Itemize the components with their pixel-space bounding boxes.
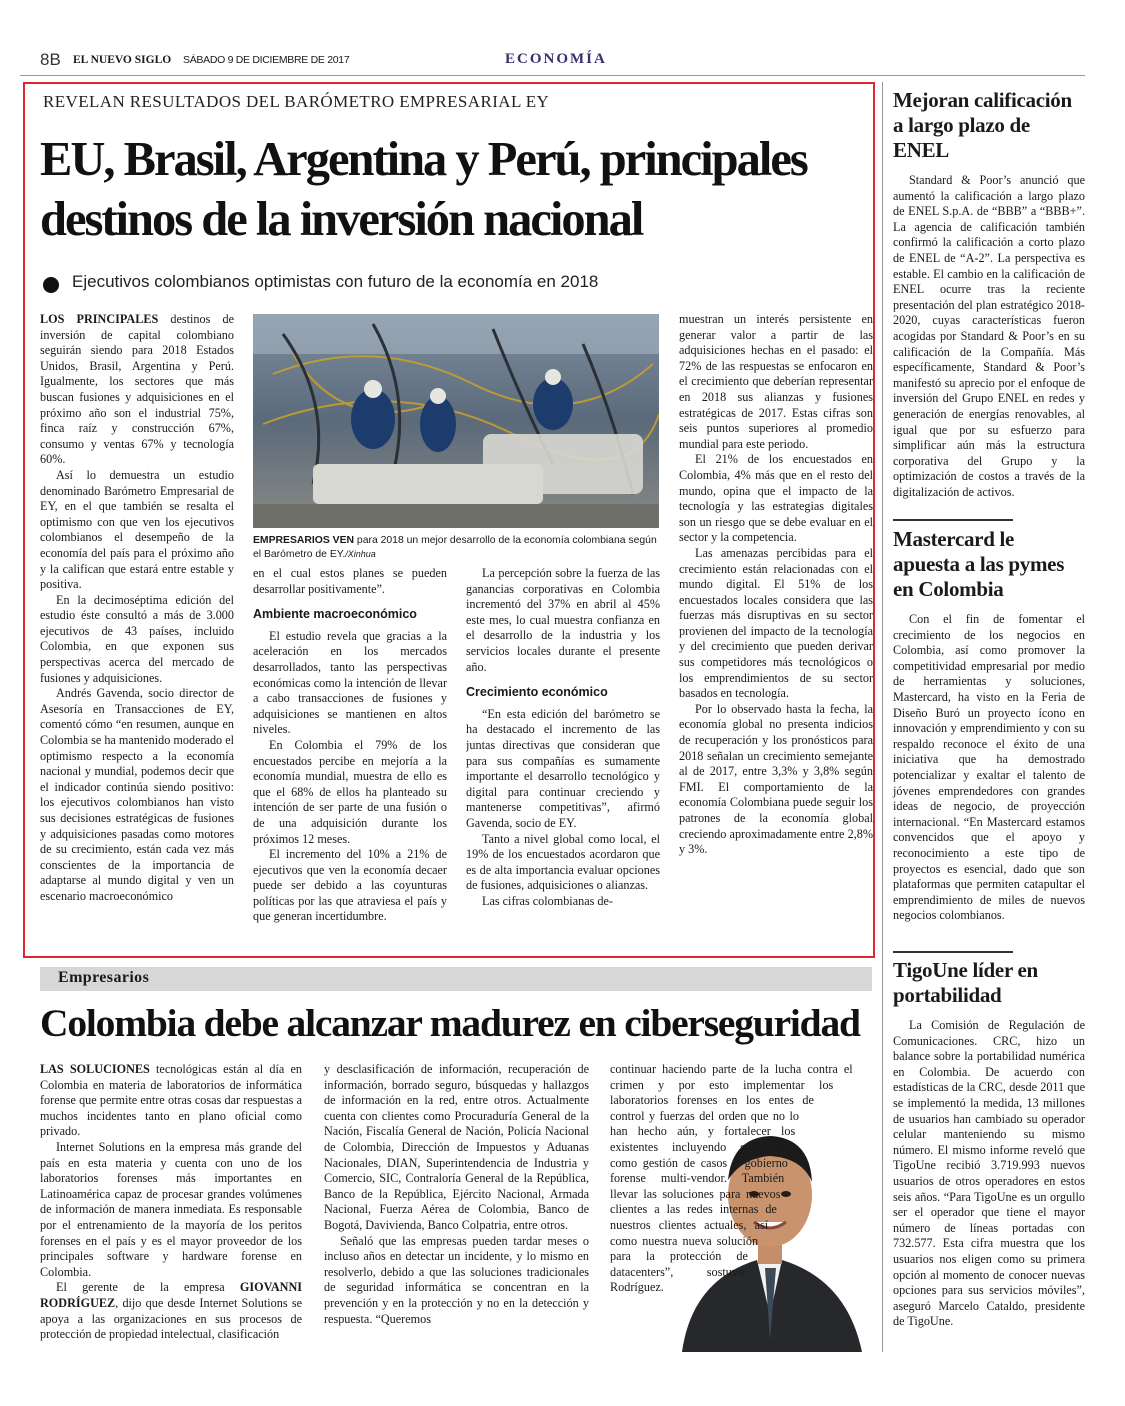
section-label-bar xyxy=(40,967,872,991)
paragraph: Las cifras colombianas de- xyxy=(482,893,613,908)
second-col-1 xyxy=(40,1062,302,1352)
paragraph: destinos de inversión de capital colombiano seguirán siendo para 2018 Estados Unidos, Brasil, Argentina y Perú. Igualmente, los sectores que más buscan fusiones y adquisiciones en el próximo año son el industrial 75%, finca raíz y construcción 67%, consumo y ventas 67% y tecnología 60%. xyxy=(40,312,234,467)
bullet-icon xyxy=(43,277,59,293)
paragraph: Andrés Gavenda, socio director de Asesoría en Transacciones de EY, comentó cómo “en resumen, aunque en Colombia se ha mantenido moderado el optimismo respecto a la economía nacional y mundial, podemos decir que el indicador continúa siendo positivo: los ejecutivos colombianos han visto sus decisiones estratégicas de fusiones y adquisiciones pasadas como motores de su crecimiento, están cada vez más conscientes de la importancia de adaptarse al mundo digital y ven un escenario macroeconómico xyxy=(40,686,234,903)
main-headline-line2: destinos de la inversión nacional xyxy=(40,193,643,246)
paragraph: La percepción sobre la fuerza de las ganancias corporativas en Colombia incrementó del 37% en abril al 45% este mes, lo cual muestra confianza en el desarrollo de la industria y los servicios locales durante el presente año. xyxy=(466,566,660,674)
paragraph: y desclasificación de información, recuperación de información, borrado seguro, búsquedas y hallazgos de información en la red, entre otros. Actualmente cuenta con clientes como Procuraduría General de la Nación, Fiscalía General de Nación, Policía Nacional de Colombia, Dirección de Impuestos y Aduanas Nacionales, DIAN, Superintendencia de Industria y Comercio, SIC, Contraloría General de la República, Banco de la República, Ejército Nacional, Armada Nacional, Fuerza Aérea de Colombia, Banco de Bogotá, Davivienda, Banco Colpatria, entre otros. xyxy=(324,1062,589,1232)
photo-caption xyxy=(253,534,659,561)
second-headline: Colombia debe alcanzar madurez en ciberseguridad xyxy=(40,1001,860,1045)
main-headline-line1: EU, Brasil, Argentina y Perú, principales xyxy=(40,133,807,186)
main-col-4 xyxy=(679,312,873,948)
paragraph: En la decimoséptima edición del estudio éste consultó a más de 3.000 ejecutivos de 43 países, incluido Colombia, en que exponen sus perspectivas acerca del mercado de fusiones y adquisiciones. xyxy=(40,592,234,685)
header-rule xyxy=(20,75,1085,76)
paragraph: El estudio revela que gracias a la aceleración en los mercados desarrollados, tanto las perspectivas económicas como la intención de llevar a cabo transacciones de fusiones y adquisiciones se mantienen en altos niveles. xyxy=(253,628,447,737)
second-lead-word: LAS SOLUCIONES xyxy=(40,1062,150,1076)
section-name: ECONOMÍA xyxy=(505,51,607,67)
paragraph: Las amenazas percibidas para el crecimiento están relacionadas con el mundo digital. El 51% de los encuestados locales considera que las fuerzas más disruptivas en su sector provienen del impacto de la tecnología y del crecimiento que pueden derivar sus competidores más tecnológicos o los emprendimientos de su sector basados en tecnología. xyxy=(679,545,873,701)
paragraph: Por lo observado hasta la fecha, la economía global no presenta indicios de recuperación y los pronósticos para 2018 señalan un crecimiento semejante al de 2017, entre 3,3% y 3,8% según FMI. El comportamiento de la economía Colombiana puede seguir los patrones de la economía global creciendo aproximadamente entre 2,8% y 3%. xyxy=(679,701,873,857)
mastercard-title: Mastercard le apuesta a las pymes en Colombia xyxy=(893,527,1065,601)
paragraph: Internet Solutions en la empresa más grande del país en esta materia y cuenta con uno de los laboratorios forenses más importantes en Latinoamérica capaz de procesar grandes volúmenes de información de manera inmediata. Es responsable por el entrenamiento de la mayoría de los peritos forenses en el país y es el mayor proveedor de los principales software y hardware forense en Colombia. xyxy=(40,1139,302,1279)
page-header xyxy=(40,48,1085,76)
main-col-2 xyxy=(253,566,447,948)
paragraph: Señaló que las empresas pueden tardar meses o incluso años en detectar un incidente, y lo mismo en resolverlo, debido a que las soluciones tradicionales de seguridad informática se concentran en la prevención y en la protección y no en la detección y respuesta. “Queremos xyxy=(324,1233,589,1326)
tigoune-body: La Comisión de Regulación de Comunicaciones. CRC, hizo un balance sobre la portabilidad numérica en Colombia. De acuerdo con estadísticas de la CRC, desde 2011 que se implementó la medida, 13 millones de usuarios han cambiado su operador celular manteniendo su mismo número. El mismo informe reveló que TigoUne recibió 3.719.993 nuevos usuarios de otros operadores en estos seis años. “Para TigoUne es un orgullo ser el operador que tiene el mayor número de líneas portadas con 732.577. Esta cifra muestra que los usuarios nos eligen como su primera opción al momento de conocer nuevas opciones para sus servicios móviles”, aseguró Marcelo Cataldo, presidente de TigoUne. xyxy=(893,1018,1085,1329)
sidebar-divider-1 xyxy=(893,519,1013,521)
paragraph: El 21% de los encuestados en Colombia, 4% más que en el resto del mundo, opina que el impacto de la tecnología y las estrategias digitales son un riesgo que se debe evaluar en el sector y la competencia. xyxy=(679,452,873,545)
page-number: 8B xyxy=(40,50,61,69)
main-kicker: REVELAN RESULTADOS DEL BARÓMETRO EMPRESARIAL EY xyxy=(43,92,550,111)
mastercard-body: Con el fin de fomentar el crecimiento de los negocios en Colombia, así como promover la competitividad empresarial por medio de herramientas y soluciones, Mastercard, ha visto en la Feria de Diseño Buró un proyecto ícono en innovación y emprendimiento y con su respaldo reconoce el éxito de una iniciativa que ha demostrado potencializar y exaltar el talento de jóvenes emprendedores con grandes ideas de negocio, de proyección internacional. “En Mastercard estamos convencidos que el apoyo y reconocimiento a este tipo de proyectos es esencial, dado que son plataformas que permiten catapultar el emprendimiento de miles de nuevos negocios colombianos. xyxy=(893,612,1085,923)
sidebar-divider-2 xyxy=(893,951,1013,953)
paragraph: muestran un interés persistente en generar valor a partir de las adquisiciones hechas en el pasado: el 72% de las respuestas se enfocaron en el crecimiento que deberían representar en 2018 sus alianzas y fusiones estratégicas de 2017. Estas cifras son seis puntos superiores al promedio mundial para este periodo. xyxy=(679,312,873,451)
paragraph: , dijo que desde Internet Solutions se apoya a las organizaciones en sus procesos de protección de propiedad intelectual, clasificación xyxy=(40,1295,302,1342)
paragraph: Tanto a nivel global como local, el 19% de los encuestados acordaron que es de alta importancia evaluar opciones de fusiones, adquisiciones o alianzas. xyxy=(466,831,660,893)
second-col-3 xyxy=(610,1062,872,1352)
sidebar-enel xyxy=(893,88,1085,500)
paragraph: en el cual estos planes se pueden desarrollar positivamente”. xyxy=(253,566,447,596)
paragraph: continuar haciendo parte de la lucha contra el crimen y por esto implementar los laboratorios forenses en los entes de control y fuerzas del orden que no lo han hecho aún, y fortalecer los existentes incluyendo soluciones como gestión de casos y gobierno forense multi-vendor. También llevar las soluciones para nuevos clientes a las redes internas de nuestros clientes actuales, así como nuestra nueva solución para la protección de datacenters”, sostuvo Rodríguez. xyxy=(610,1062,853,1295)
section-label: Empresarios xyxy=(58,969,150,986)
subhead-growth: Crecimiento económico xyxy=(466,685,608,700)
paragraph: El gerente de la empresa xyxy=(56,1280,240,1295)
issue-date: SÁBADO 9 DE DICIEMBRE DE 2017 xyxy=(183,54,350,66)
main-headline xyxy=(40,130,870,250)
main-col-3 xyxy=(466,566,660,948)
enel-body: Standard & Poor’s anunció que aumentó la calificación a largo plazo de ENEL S.p.A. de “BBB” a “BBB+”. La agencia de calificación también confirmó la calificación a corto plazo de ENEL de “A-2”. La perspectiva es estable. El cambio en la calificación de ENEL ocurre tras la reciente presentación del plan estratégico 2018-2020, cuyas características fueron acogidas por Standard & Poor’s en su calificación de la Compañía. Más específicamente, Standard & Poor’s manifestó su aprecio por el enfoque de inversión del Grupo ENEL en redes y generación de energías renovables, al igual que por su esfuerzo para simplificar aún más la estructura corporativa del Grupo y la optimización de costos a través de la digitalización de activos. xyxy=(893,173,1085,499)
sidebar-mastercard xyxy=(893,527,1085,924)
caption-credit: /Xinhua xyxy=(345,548,376,559)
second-col-2 xyxy=(324,1062,589,1352)
paragraph: En Colombia el 79% de los encuestados percibe en mejoría a la economía mundial, muestra de ello es que el 68% de ellos ha planteado su intención de ser parte de una fusión o de una adquisición durante los próximos 12 meses. xyxy=(253,737,447,846)
person-name: GIOVANNI RODRÍGUEZ xyxy=(40,1280,302,1310)
enel-title: Mejoran calificación a largo plazo de ENEL xyxy=(893,88,1072,162)
subhead-macro: Ambiente macroeconómico xyxy=(253,607,417,622)
sidebar-rule xyxy=(882,82,883,1352)
paragraph: tecnológicas están al día en Colombia en materia de laboratorios de informática forense que permite entre otras cosas dar respuestas a muchos incidentes tanto en plano oficial como privado. xyxy=(40,1062,302,1139)
paragraph: Así lo demuestra un estudio denominado Barómetro Empresarial de EY, en el que también se resalta el optimismo con que ven los ejecutivos colombianos el desempeño de la economía del país para el próximo año y la califican que estará entre estable y positiva. xyxy=(40,467,234,592)
main-col-1 xyxy=(40,312,234,948)
main-lead-word: LOS PRINCIPALES xyxy=(40,312,159,326)
sidebar-tigoune xyxy=(893,958,1085,1330)
factory-photo xyxy=(253,314,659,528)
caption-text: para 2018 un mejor desarrollo de la economía colombiana según el Barómetro de EY. xyxy=(253,535,657,560)
paragraph: “En esta edición del barómetro se ha destacado el incremento de las juntas directivas que consideran que para sus compañías es sumamente importante el desarrollo tecnológico y digital para continuar creciendo y mantenerse competitivas”, afirmó Gavenda, socio de EY. xyxy=(466,706,660,830)
paper-name: EL NUEVO SIGLO xyxy=(73,54,172,66)
tigoune-title: TigoUne líder en portabilidad xyxy=(893,958,1038,1007)
caption-lead: EMPRESARIOS VEN xyxy=(253,535,355,546)
factory-photo-graphic xyxy=(253,314,659,528)
main-subheadline: Ejecutivos colombianos optimistas con futuro de la economía en 2018 xyxy=(72,272,599,291)
paragraph: El incremento del 10% a 21% de ejecutivos que ven la economía decaer puede ser debido a las coyunturas políticas por las que atraviesa el país y que generan incertidumbre. xyxy=(253,847,447,924)
